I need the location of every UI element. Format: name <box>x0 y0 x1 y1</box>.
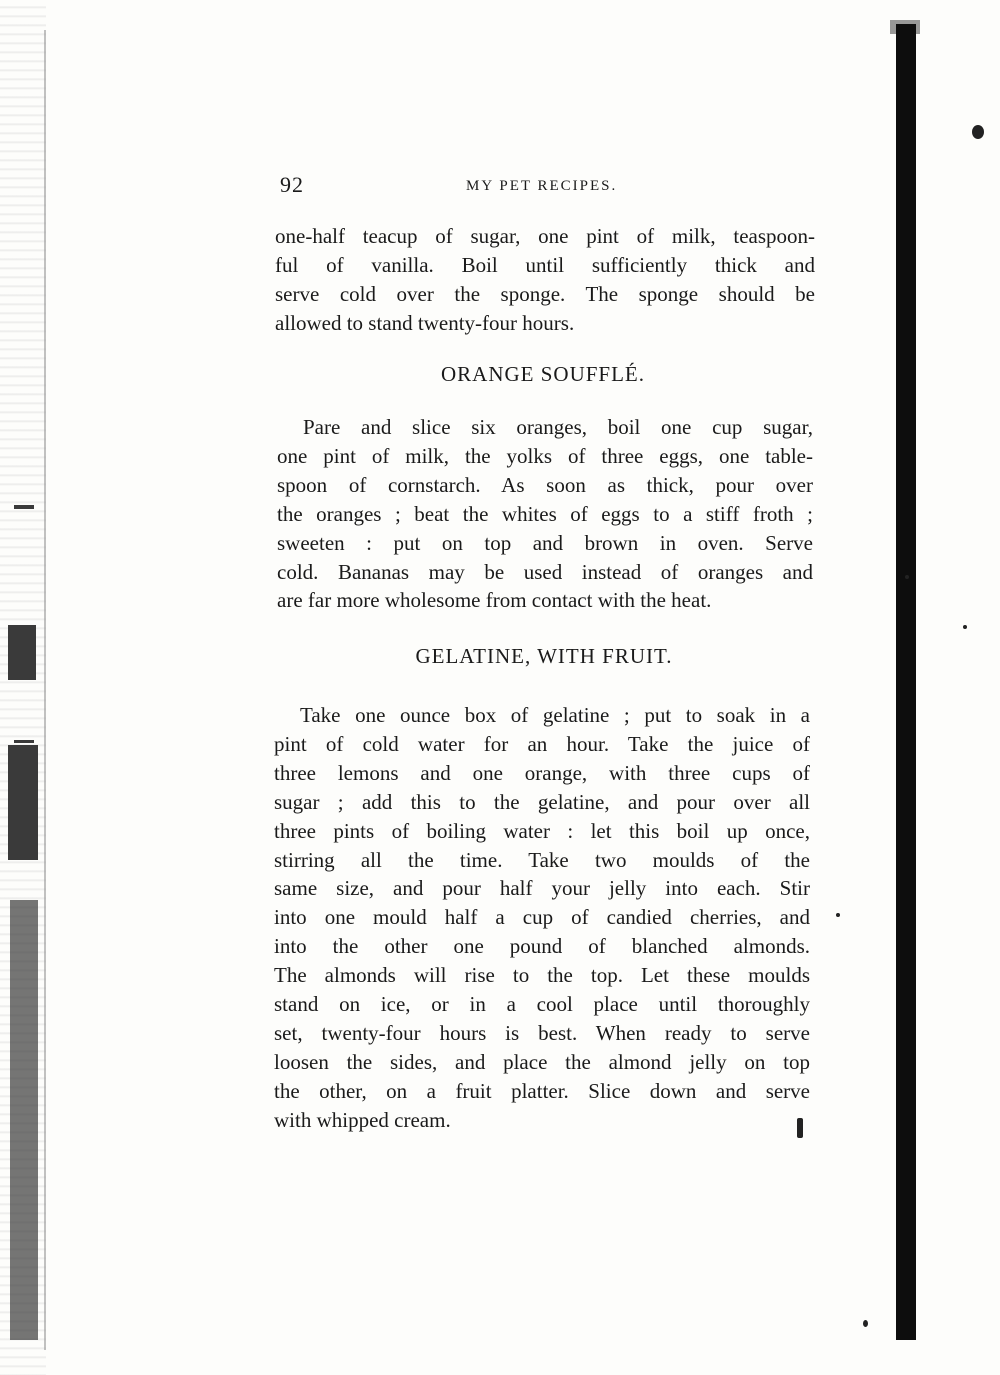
text-line: stirring all the time. Take two moulds of the <box>274 847 810 872</box>
running-head-title: MY PET RECIPES. <box>466 178 618 194</box>
text-line: into one mould half a cup of candied cherries, and <box>274 905 810 930</box>
text-line: stand on ice, or in a cool place until thoroughly <box>274 992 810 1017</box>
ink-speck <box>963 625 967 629</box>
text-line: three pints of boiling water : let this boil up once, <box>274 818 810 843</box>
text-line: sugar ; add this to the gelatine, and pour over all <box>274 789 810 814</box>
section-heading-orange-souffle: ORANGE SOUFFLÉ. <box>440 362 646 386</box>
ink-speck <box>905 575 909 579</box>
intro-paragraph <box>275 222 815 338</box>
text-line: one-half teacup of sugar, one pint of milk, teaspoon- <box>275 224 815 248</box>
text-line: The almonds will rise to the top. Let these moulds <box>274 963 810 988</box>
scan-artifact-mark <box>14 505 34 509</box>
running-head <box>268 172 828 202</box>
ink-speck <box>972 125 984 139</box>
scan-artifact-mark <box>14 740 34 743</box>
text-line: same size, and pour half your jelly into each. Stir <box>274 876 810 901</box>
ink-speck <box>836 913 840 917</box>
text-line: set, twenty-four hours is best. When ready to serve <box>274 1020 810 1045</box>
text-line: into the other one pound of blanched almonds. <box>274 934 810 959</box>
text-line: cold. Bananas may be used instead of oranges and <box>277 559 813 584</box>
scan-artifact-block <box>8 745 38 860</box>
page-number: 92 <box>280 172 304 197</box>
section-heading-gelatine: GELATINE, WITH FRUIT. <box>415 644 673 668</box>
text-line: serve cold over the sponge. The sponge should be <box>275 281 815 306</box>
text-line: the oranges ; beat the whites of eggs to a stiff froth ; <box>277 501 813 526</box>
scan-artifact-block <box>8 625 36 680</box>
binding-edge-line <box>44 30 46 1350</box>
text-line: are far more wholesome from contact with the heat. <box>277 588 712 613</box>
text-line: loosen the sides, and place the almond jelly on top <box>274 1049 810 1074</box>
text-line: ful of vanilla. Boil until sufficiently thick and <box>275 252 815 277</box>
scan-artifact-block <box>10 900 38 1340</box>
text-line: with whipped cream. <box>274 1107 451 1132</box>
text-line: three lemons and one orange, with three cups of <box>274 760 810 785</box>
text-line: Take one ounce box of gelatine ; put to soak in a <box>300 703 810 727</box>
text-line: pint of cold water for an hour. Take the juice of <box>274 731 810 756</box>
gelatine-paragraph <box>274 701 810 1135</box>
text-line: Pare and slice six oranges, boil one cup sugar, <box>303 415 813 439</box>
text-line: allowed to stand twenty-four hours. <box>275 310 575 335</box>
page-edge-shadow <box>896 24 916 1340</box>
text-line: the other, on a fruit platter. Slice down and serve <box>274 1078 810 1103</box>
ink-speck <box>863 1320 868 1327</box>
orange-souffle-paragraph <box>277 413 813 615</box>
text-line: spoon of cornstarch. As soon as thick, pour over <box>277 472 813 497</box>
text-line: one pint of milk, the yolks of three eggs, one table- <box>277 443 813 468</box>
text-line: sweeten : put on top and brown in oven. Serve <box>277 530 813 555</box>
